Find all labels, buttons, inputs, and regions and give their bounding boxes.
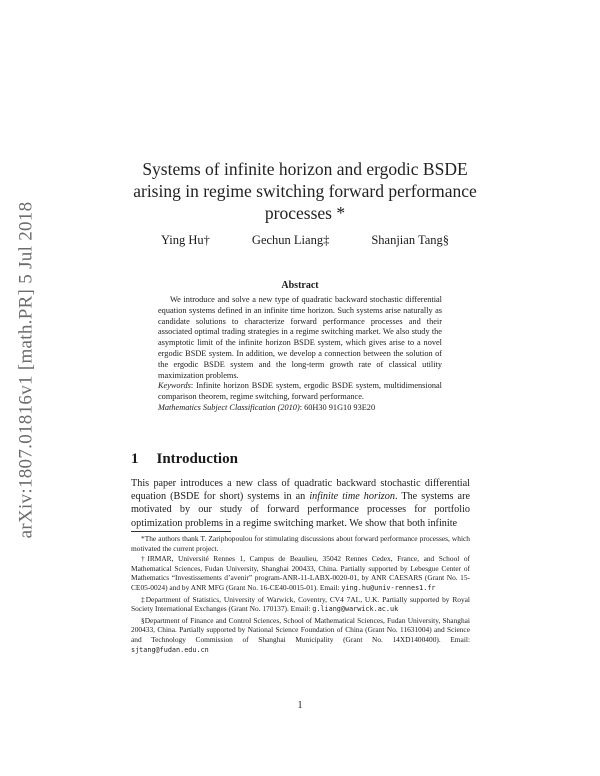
footnote-gechun-liang-text: ‡Department of Statistics, University of Warwick, Coventry, CV4 7AL, U.K. Partially supported by Royal Society International Exchanges (Grant No. 170137). Email: (131, 594, 470, 614)
footnotes (131, 534, 470, 656)
section-number: 1 (131, 451, 139, 467)
intro-text-2: . The systems are motivated by our study of forward performance processes for portfolio optimization problems in a regime switching market. We show that both infinite (131, 491, 470, 529)
msc-label: Mathematics Subject Classification (2010) (158, 402, 300, 412)
abstract-body: We introduce and solve a new type of quadratic backward stochastic differential equation systems defined in an infinite time horizon. Such systems arise naturally as candidate solutions to characterize forward performance processes and their associated optimal trading strategies in a regime switching market. We also study the asymptotic limit of the infinite horizon BSDE system, which gives arise to a novel ergodic BSDE system. In addition, we develop a connection between the solution of the ergodic BSDE system and the long-term growth rate of classical utility maximization problems. (158, 295, 442, 380)
footnote-gechun-liang (131, 595, 470, 615)
author-ying-hu: Ying Hu† (160, 233, 210, 247)
email-ying-hu[interactable]: ying.hu@univ-rennes1.fr (341, 583, 436, 592)
title-line-3: processes * (264, 203, 346, 223)
title-line-1: Systems of infinite horizon and ergodic BSDE (142, 159, 468, 179)
abstract-block (158, 295, 442, 414)
author-list (130, 233, 480, 248)
intro-emphasis: infinite time horizon (309, 491, 395, 503)
abstract-heading: Abstract (281, 280, 319, 291)
title-line-2: arising in regime switching forward performance (133, 181, 477, 201)
msc-line (158, 403, 442, 414)
keywords-text: : Infinite horizon BSDE system, ergodic BSDE system, multidimensional comparison theorem, regime switching, forward performance. (158, 381, 442, 402)
keywords-label: Keywords (158, 381, 191, 391)
section-title: Introduction (156, 451, 238, 467)
intro-paragraph (131, 477, 470, 530)
footnote-shanjian-tang-text: §Department of Finance and Control Sciences, School of Mathematical Sciences, Fudan University, Shanghai 200433, China. Partially supported by National Science Foundation of China (Grant No. 11631004) and Science and Technology Commission of Shanghai Municipality (Grant No. 14XD1400400). Email: (131, 615, 470, 644)
keywords-line (158, 381, 442, 403)
email-shanjian-tang[interactable]: sjtang@fudan.edu.cn (131, 645, 209, 654)
arxiv-identifier: arXiv:1807.01816v1 [math.PR] 5 Jul 2018 (15, 201, 37, 539)
footnote-shanjian-tang (131, 616, 470, 655)
author-gechun-liang: Gechun Liang‡ (251, 233, 330, 247)
footnote-acknowledgement: *The authors thank T. Zariphopoulou for stimulating discussions about forward performance processes, which motivated the current project. (131, 534, 470, 553)
msc-codes: : 60H30 91G10 93E20 (299, 402, 376, 412)
paper-title (120, 158, 490, 224)
intro-text-1: This paper introduces a new class of quadratic backward stochastic differential equation (BSDE for short) systems in an (131, 478, 470, 503)
footnote-rule (131, 531, 231, 532)
page-number: 1 (297, 700, 303, 711)
footnote-ying-hu-text: †IRMAR, Université Rennes 1, Campus de Beaulieu, 35042 Rennes Cedex, France, and School of Mathematical Sciences, Fudan University, Shanghai 200433, China. Partially supported by Lebesgue Center of Mathematics “Investissements d’avenir” program-ANR-11-LABX-0020-01, by ANR CAESARS (Grant No. 15-CE05-0024) and by ANR MFG (Grant No. 16-CE40-0015-01). Email: (131, 554, 470, 592)
arxiv-sidebar (6, 180, 46, 560)
email-gechun-liang[interactable]: g.liang@warwick.ac.uk (312, 605, 399, 614)
section-heading (131, 451, 238, 468)
footnote-ying-hu (131, 554, 470, 593)
author-shanjian-tang: Shanjian Tang§ (371, 233, 450, 247)
